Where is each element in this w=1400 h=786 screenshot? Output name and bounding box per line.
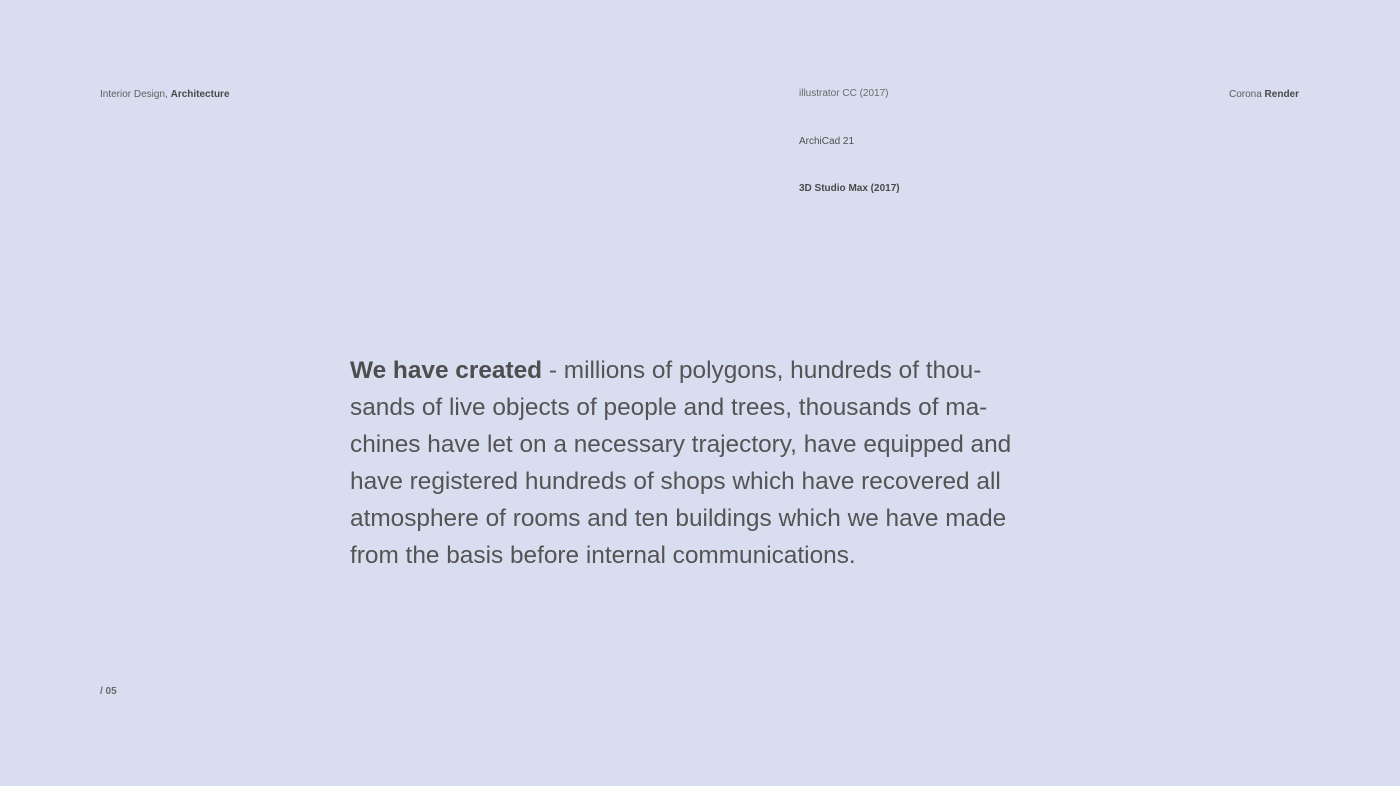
body-line-6: from the basis before internal communications. bbox=[350, 542, 856, 569]
page-number: / 05 bbox=[100, 686, 117, 697]
category-architecture: Architecture bbox=[170, 89, 230, 100]
category-label bbox=[100, 89, 230, 101]
body-line-5: atmosphere of rooms and ten buildings which we have made bbox=[350, 505, 1007, 532]
body-line-4: have registered hundreds of shops which have recovered all bbox=[350, 468, 1001, 495]
category-discipline: Interior Design, bbox=[100, 89, 171, 100]
body-paragraph bbox=[350, 352, 1050, 574]
tool-archicad: ArchiCad 21 bbox=[799, 136, 855, 147]
body-line-1-text: - millions of polygons, hundreds of thou- bbox=[542, 357, 982, 384]
body-line-1 bbox=[350, 352, 1050, 389]
body-lead: We have created bbox=[350, 357, 543, 384]
tool-3d-studio-max: 3D Studio Max (2017) bbox=[799, 183, 900, 194]
tool-illustrator: illustrator CC (2017) bbox=[799, 88, 889, 99]
body-line-2: sands of live objects of people and trees, thousands of ma- bbox=[350, 394, 988, 421]
body-line-3: chines have let on a necessary trajectory, have equipped and bbox=[350, 431, 1012, 458]
renderer-render: Render bbox=[1264, 89, 1299, 100]
renderer-name: Corona bbox=[1228, 89, 1265, 100]
renderer-label bbox=[1229, 89, 1299, 101]
